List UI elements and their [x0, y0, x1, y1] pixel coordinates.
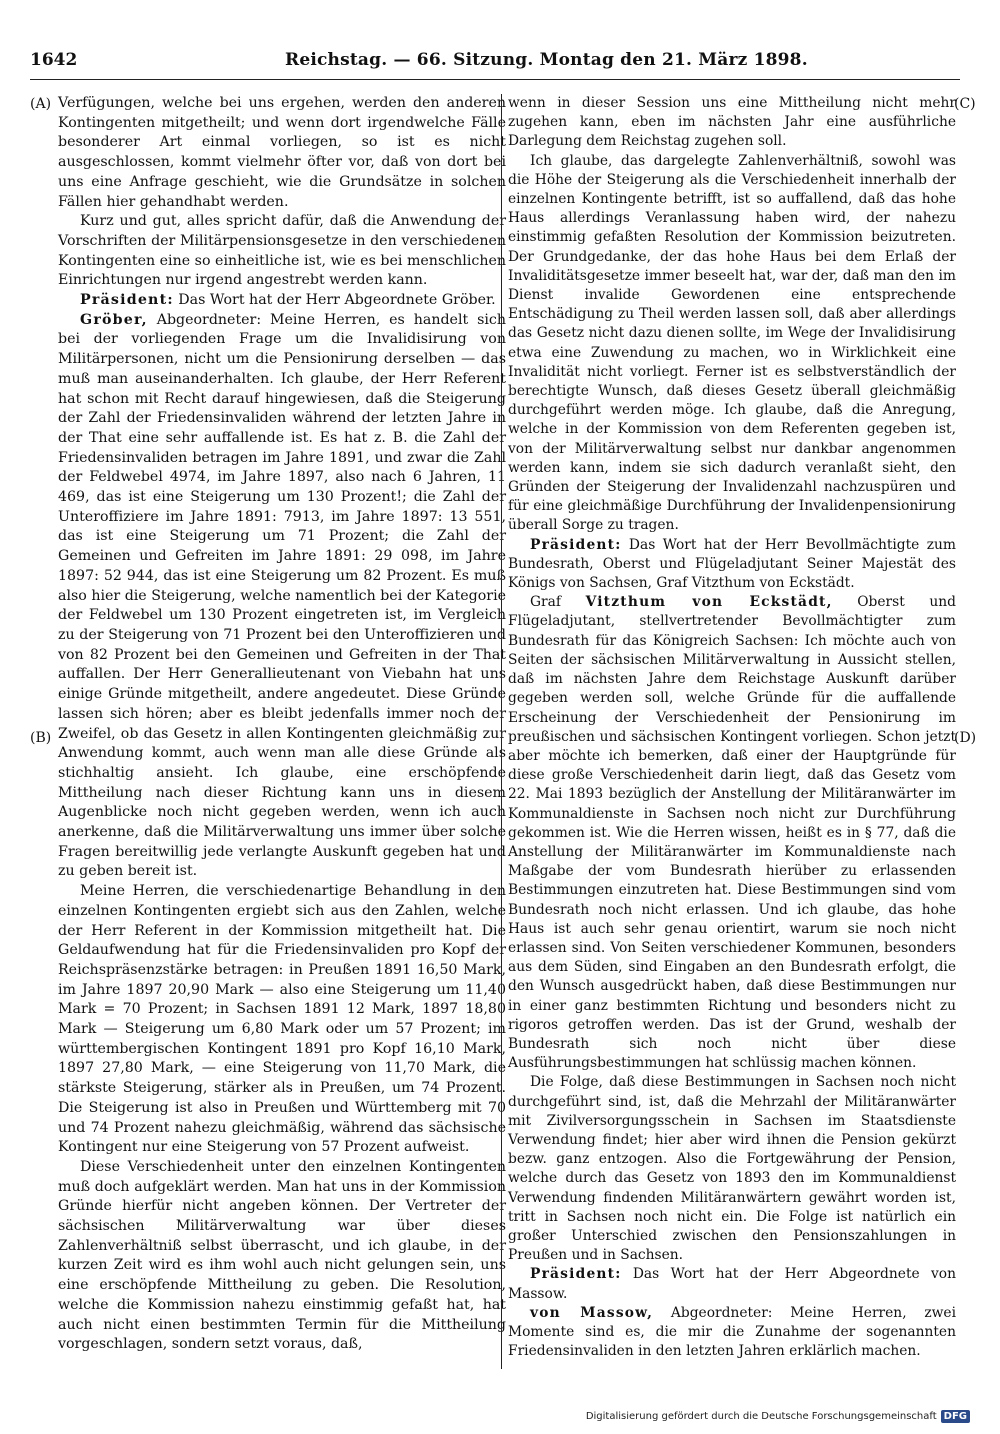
page-header [30, 50, 975, 76]
paragraph [58, 311, 506, 882]
paragraph-text: Abgeordneter: Meine Herren, zwei Momente sind es, die mir die Zunahme der sogenannten Friedensinvaliden in den letzten Jahren erklärlich machen. [508, 1304, 957, 1360]
paragraph [58, 94, 506, 212]
paragraph [508, 152, 956, 536]
paragraph-text: wenn in dieser Session uns eine Mittheilung nicht mehr zugehen kann, eben im nächsten Jahr eine ausführliche Darlegung dem Reichstag zugehen soll. [508, 95, 956, 150]
column-divider [501, 94, 502, 1369]
paragraph-text: Meine Herren, die verschiedenartige Behandlung in den einzelnen Kontingenten ergiebt sich aus den Zahlen, welche der Herr Referent in der Kommission mitgetheilt hat. Die Geldaufwendung hat für die Friedensinvaliden pro Kopf der Reichspräsenzstärke betragen: in Preußen 1891 16,50 Mark, im Jahre 1897 20,90 Mark — also eine Steigerung um 11,40 Mark = 70 Prozent; in Sachsen 1891 12 Mark, 1897 18,80 Mark — Steigerung um 6,80 Mark oder um 57 Prozent; im württembergischen Kontingent 1891 pro Kopf 16,10 Mark, 1897 27,80 Mark, — eine Steigerung von 11,70 Mark, die stärkste Steigerung, stärker als in Preußen, um 74 Prozent. Die Steigerung ist also in Preußen und Württemberg mit 70 und 74 Prozent nahezu gleichmäßig, während das sächsische Kontingent nur eine Steigerung von 57 Prozent aufweist. [58, 883, 506, 1156]
margin-marker-b: (B) [30, 730, 52, 746]
dfg-logo: DFG [941, 1410, 970, 1423]
paragraph-text: Das Wort hat der Herr Abgeordnete von Massow. [508, 1266, 956, 1302]
paragraph [508, 536, 956, 594]
margin-marker-a: (A) [30, 96, 52, 112]
speaker-name: von Massow, [530, 1304, 654, 1321]
speaker-name: Vitzthum von Eckstädt, [585, 594, 833, 611]
speaker-name: Präsident: [530, 1266, 622, 1283]
paragraph-text: Abgeordneter: Meine Herren, es handelt sich bei der vorliegenden Frage um die Invalidisirung von Militärpersonen, nicht um die Pensionirung derselben — das muß man auseinanderhalten. Ich glaube, der Herr Referent hat schon mit Recht darauf hingewiesen, daß die Steigerung der Zahl der Friedensinvaliden während der letzten Jahre in der That eine sehr auffallende ist. Es hat z. B. die Zahl der Friedensinvaliden betragen im Jahre 1891, und zwar die Zahl der Feldwebel 4974, im Jahre 1897, also nach 6 Jahren, 11 469, das ist eine Steigerung um 130 Prozent!; die Zahl der Unteroffiziere im Jahre 1891: 7913, im Jahre 1897: 13 551, das ist eine Steigerung um 71 Prozent; die Zahl der Gemeinen und Gefreiten im Jahre 1891: 29 098, im Jahre 1897: 52 944, das ist eine Steigerung um 82 Prozent. Es muß also hier die Steigerung, welche namentlich bei der Kategorie der Feldwebel um 130 Prozent eingetreten ist, im Vergleich zu der Steigerung von 71 Prozent bei den Unteroffizieren und von 82 Prozent bei den Gemeinen und Gefreiten in der That auffallen. Der Herr Generallieutenant von Viebahn hat uns einige Gründe mitgetheilt, andere angedeutet. Diese Gründe lassen sich hören; aber es bleibt jedenfalls immer noch der Zweifel, ob das Gesetz in allen Kontingenten gleichmäßig zur Anwendung kommt, auch wenn man alle diese Gründe als stichhaltig ansieht. Ich glaube, eine erschöpfende Mittheilung nach dieser Richtung kann uns in diesem Augenblicke noch nicht gegeben werden, wenn ich auch anerkenne, daß die Militärverwaltung uns immer über solche Fragen bereitwillig jede verlangte Auskunft gegeben hat und zu geben bereit ist. [58, 311, 507, 880]
footer [586, 1410, 970, 1423]
paragraph [58, 882, 506, 1158]
paragraph [58, 212, 506, 291]
paragraph-text: Das Wort hat der Herr Bevollmächtigte zum Bundesrath, Oberst und Flügeladjutant Seiner Majestät des Königs von Sachsen, Graf Vitzthum von Eckstädt. [508, 536, 956, 592]
paragraph [58, 1158, 506, 1355]
paragraph [508, 1073, 956, 1265]
paragraph-text: Die Folge, daß diese Bestimmungen in Sachsen noch nicht durchgeführt sind, ist, daß die Mehrzahl der Militäranwärter mit Zivilversorgungsschein in Sachsen im Staatsdienste Verwendung findet; hier aber wird ihnen die Pension gekürzt bezw. ganz entzogen. Also die Fortgewährung der Pension, welche durch das Gesetz von 1893 den im Kommunaldienst Verwendung findenden Militäranwärtern gewährt worden ist, tritt in Sachsen noch nicht ein. Die Folge ist natürlich ein großer Unterschied zwischen den Pensionszahlungen in Preußen und in Sachsen. [508, 1074, 956, 1264]
margin-marker-c: (C) [954, 96, 976, 112]
right-column [508, 94, 956, 1361]
margin-marker-d: (D) [954, 730, 977, 746]
paragraph [508, 593, 956, 1073]
paragraph-text: Ich glaube, das dargelegte Zahlenverhältniß, sowohl was die Höhe der Steigerung als die Verschiedenheit innerhalb der einzelnen Kontingente betrifft, ist so auffallend, daß das hohe Haus allerdings Veranlassung haben wird, der nahezu einstimmig gefaßten Resolution der Kommission beizutreten. Der Grundgedanke, der das hohe Haus bei dem Erlaß der Invaliditätsgesetze immer beseelt hat, war der, daß man den im Dienst invalide Gewordenen eine entsprechende Entschädigung zu Theil werden lassen soll, daß aber allerdings das Gesetz nicht dazu dienen sollte, im Wege der Invalidisirung etwa eine Zuwendung zu machen, wo in Wirklichkeit eine Invalidität nicht vorliegt. Ferner ist es selbstverständlich der berechtigte Wunsch, daß dieses Gesetz überall gleichmäßig durchgeführt werden möge. Ich glaube, daß die Anregung, welche in der Kommission von dem Referenten gegeben ist, von der Militärverwaltung selbst nur dankbar angenommen werden kann, indem sie sich dadurch veranlaßt sieht, den Gründen der Steigerung der Invalidenzahl nachzuspüren und für eine gleichmäßige Durchführung der Invalidenpensionirung überall Sorge zu tragen. [508, 152, 956, 534]
page-title: Reichstag. — 66. Sitzung. Montag den 21. März 1898. [285, 50, 808, 70]
header-rule [30, 79, 960, 80]
paragraph-text: Das Wort hat der Herr Abgeordnete Gröber. [173, 292, 496, 309]
left-column [58, 94, 506, 1355]
speaker-prefix: Graf [530, 594, 586, 611]
paragraph-text: Oberst und Flügeladjutant, stellvertretender Bevollmächtigter zum Bundesrath für das Königreich Sachsen: Ich möchte auch von Seiten der sächsischen Militärverwaltung in Aussicht stellen, daß im nächsten Jahre dem Reichstage Auskunft darüber gegeben werden soll, welche Gründe für die auffallende Erscheinung der Verschiedenheit der Pensionirung im preußischen und sächsischen Kontingent vorliegen. Schon jetzt aber möchte ich bemerken, daß einer der Hauptgründe für diese große Verschiedenheit darin liegt, daß das Gesetz vom 22. Mai 1893 bezüglich der Anstellung der Militäranwärter im Kommunaldienste in Sachsen noch nicht zur Durchführung gekommen ist. Wie die Herren wissen, heißt es in § 77, daß die Anstellung der Militäranwärter im Kommunaldienste nach Maßgabe der vom Bundesrath hierüber zu erlassenden Bestimmungen einzutreten hat. Diese Bestimmungen sind vom Bundesrath noch nicht erlassen. Und ich glaube, das hohe Haus ist auch sehr genau orientirt, warum sie noch nicht erlassen sind. Von Seiten verschiedener Kommunen, besonders aus dem Süden, sind Eingaben an den Bundesrath erfolgt, die den Wunsch ausgedrückt haben, daß diese Bestimmungen nur in einer ganz bestimmten Richtung und besonders nicht zu rigoros getroffen werden. Das ist der Grund, weshalb der Bundesrath sich noch nicht über diese Ausführungsbestimmungen hat schlüssig machen können. [508, 594, 956, 1072]
paragraph [508, 94, 956, 152]
paragraph [58, 291, 506, 311]
footer-credit: Digitalisierung gefördert durch die Deutsche Forschungsgemeinschaft [585, 1411, 937, 1422]
speaker-name: Präsident: [80, 292, 174, 309]
paragraph [508, 1265, 956, 1303]
paragraph-text: Verfügungen, welche bei uns ergehen, werden den anderen Kontingenten mitgetheilt; und wenn dort irgendwelche Fälle besonderer Art einmal vorliegen, so ist es nicht ausgeschlossen, kommt vielmehr öfter vor, daß von dort bei uns eine Anfrage geschieht, wie die Grundsätze in solchen Fällen hier gehandhabt werden. [58, 95, 506, 210]
page-number: 1642 [30, 50, 78, 70]
paragraph-text: Kurz und gut, alles spricht dafür, daß die Anwendung der Vorschriften der Militärpensionsgesetze in den verschiedenen Kontingenten eine so einheitliche ist, wie es bei menschlichen Einrichtungen nur irgend angestrebt werden kann. [58, 213, 506, 289]
speaker-name: Präsident: [530, 536, 622, 553]
paragraph [508, 1304, 956, 1362]
paragraph-text: Diese Verschiedenheit unter den einzelnen Kontingenten muß doch aufgeklärt werden. Man hat uns in der Kommission Gründe hierfür nicht angeben können. Der Vertreter der sächsischen Militärverwaltung war über dieses Zahlenverhältniß selbst überrascht, und ich glaube, in der kurzen Zeit wird es ihm wohl auch nicht gelungen sein, uns eine erschöpfende Mittheilung zu geben. Die Resolution, welche die Kommission nahezu einstimmig gefaßt hat, hat auch nicht einen bestimmten Termin für die Mittheilung vorgeschlagen, sondern setzt voraus, daß, [58, 1158, 506, 1353]
speaker-name: Gröber, [80, 311, 148, 328]
